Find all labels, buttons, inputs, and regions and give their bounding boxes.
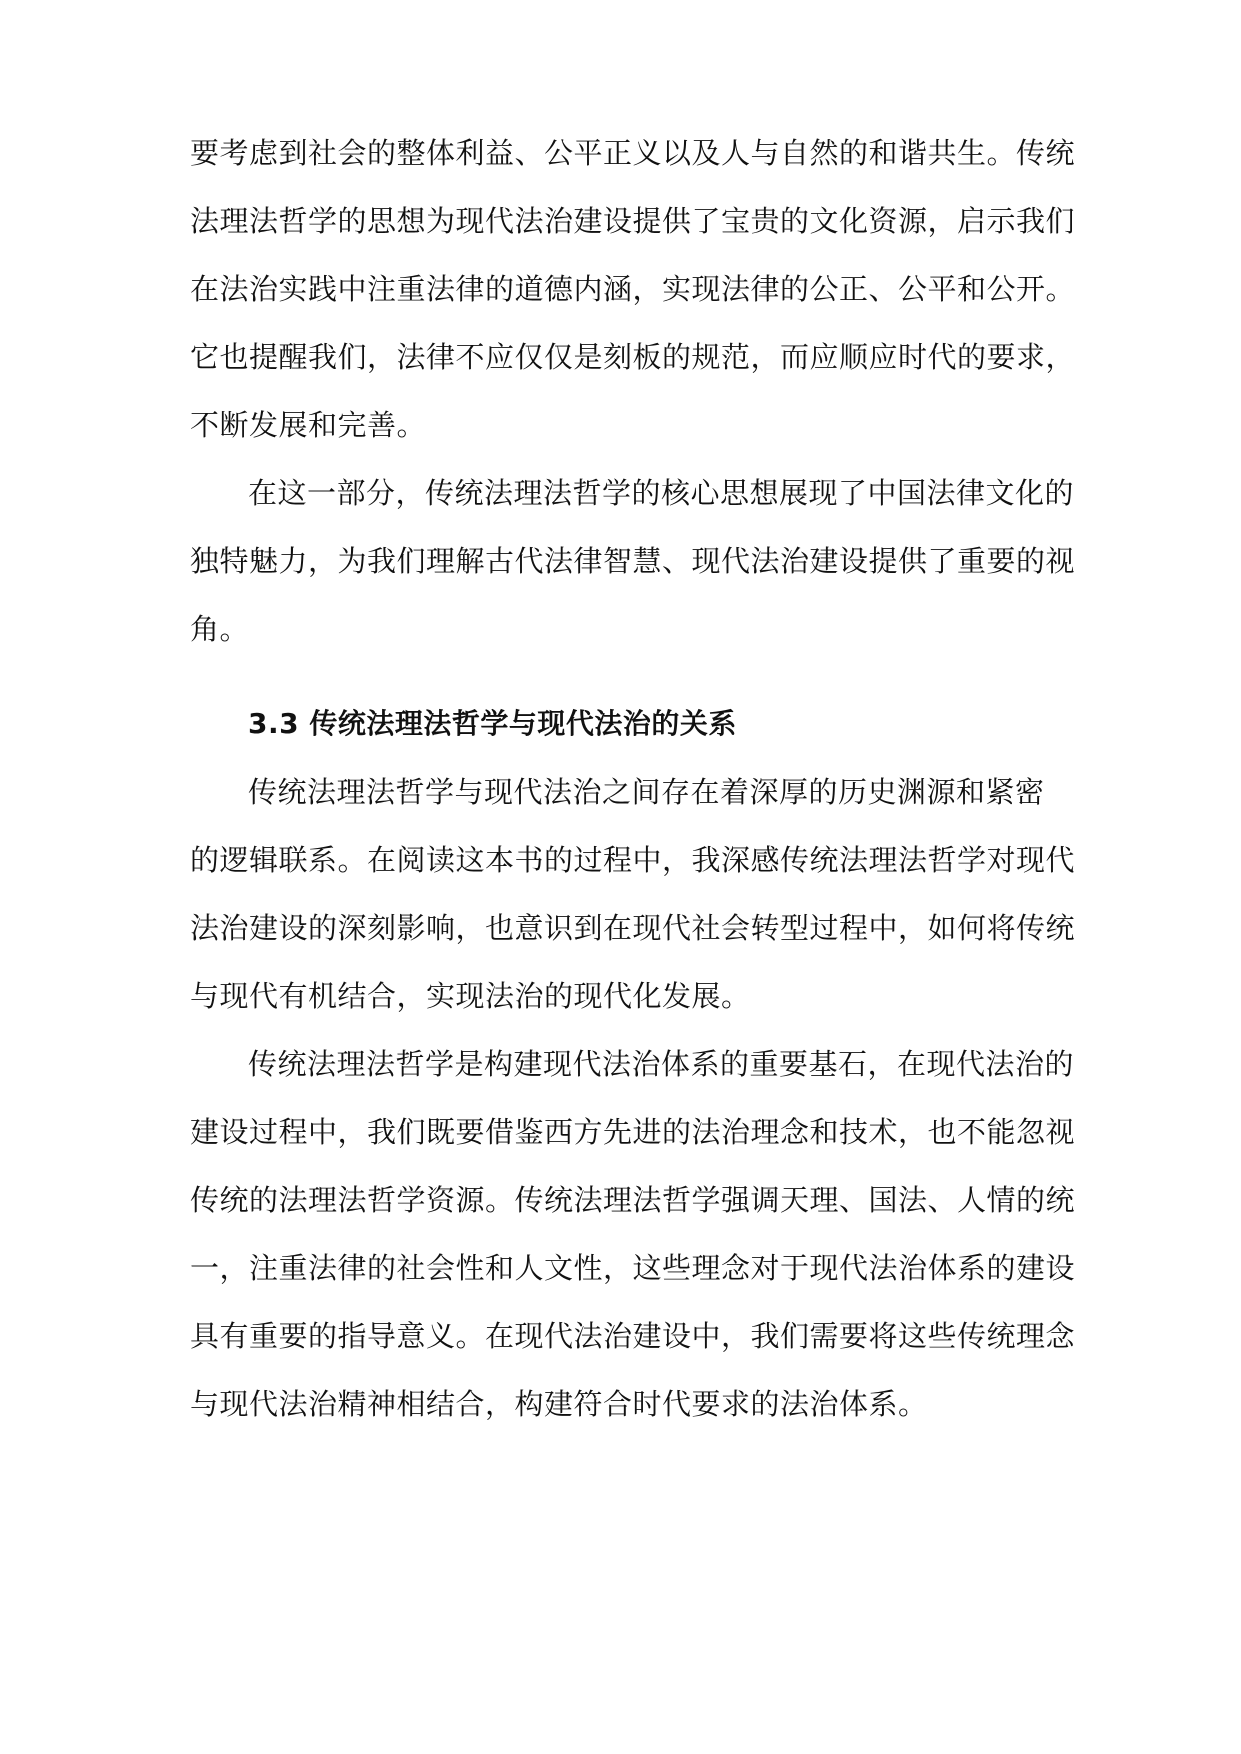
- paragraph-line: 与现代有机结合，实现法治的现代化发展。: [190, 979, 751, 1013]
- paragraph-line: 独特魅力，为我们理解古代法律智慧、现代法治建设提供了重要的视: [190, 544, 1076, 578]
- section-heading: 3.3 传统法理法哲学与现代法治的关系: [248, 707, 737, 740]
- paragraph-line: 不断发展和完善。: [190, 408, 427, 442]
- paragraph-line: 要考虑到社会的整体利益、公平正义以及人与自然的和谐共生。传统: [190, 136, 1076, 170]
- paragraph-line: 传统法理法哲学与现代法治之间存在着深厚的历史渊源和紧密: [248, 775, 1045, 809]
- paragraph-line: 具有重要的指导意义。在现代法治建设中，我们需要将这些传统理念: [190, 1319, 1076, 1353]
- paragraph-line: 角。: [190, 612, 250, 646]
- paragraph-line: 一，注重法律的社会性和人文性，这些理念对于现代法治体系的建设: [190, 1251, 1076, 1285]
- paragraph-line: 在这一部分，传统法理法哲学的核心思想展现了中国法律文化的: [248, 476, 1075, 510]
- paragraph-line: 法治建设的深刻影响，也意识到在现代社会转型过程中，如何将传统: [190, 911, 1076, 945]
- paragraph-line: 法理法哲学的思想为现代法治建设提供了宝贵的文化资源，启示我们: [190, 204, 1076, 238]
- paragraph-line: 传统的法理法哲学资源。传统法理法哲学强调天理、国法、人情的统: [190, 1183, 1076, 1217]
- paragraph-line: 在法治实践中注重法律的道德内涵，实现法律的公正、公平和公开。: [190, 272, 1076, 306]
- paragraph-line: 传统法理法哲学是构建现代法治体系的重要基石，在现代法治的: [248, 1047, 1075, 1081]
- paragraph-line: 它也提醒我们，法律不应仅仅是刻板的规范，而应顺应时代的要求，: [190, 340, 1076, 374]
- paragraph-line: 的逻辑联系。在阅读这本书的过程中，我深感传统法理法哲学对现代: [190, 843, 1076, 877]
- paragraph-line: 与现代法治精神相结合，构建符合时代要求的法治体系。: [190, 1387, 928, 1421]
- paragraph-line: 建设过程中，我们既要借鉴西方先进的法治理念和技术，也不能忽视: [190, 1115, 1076, 1149]
